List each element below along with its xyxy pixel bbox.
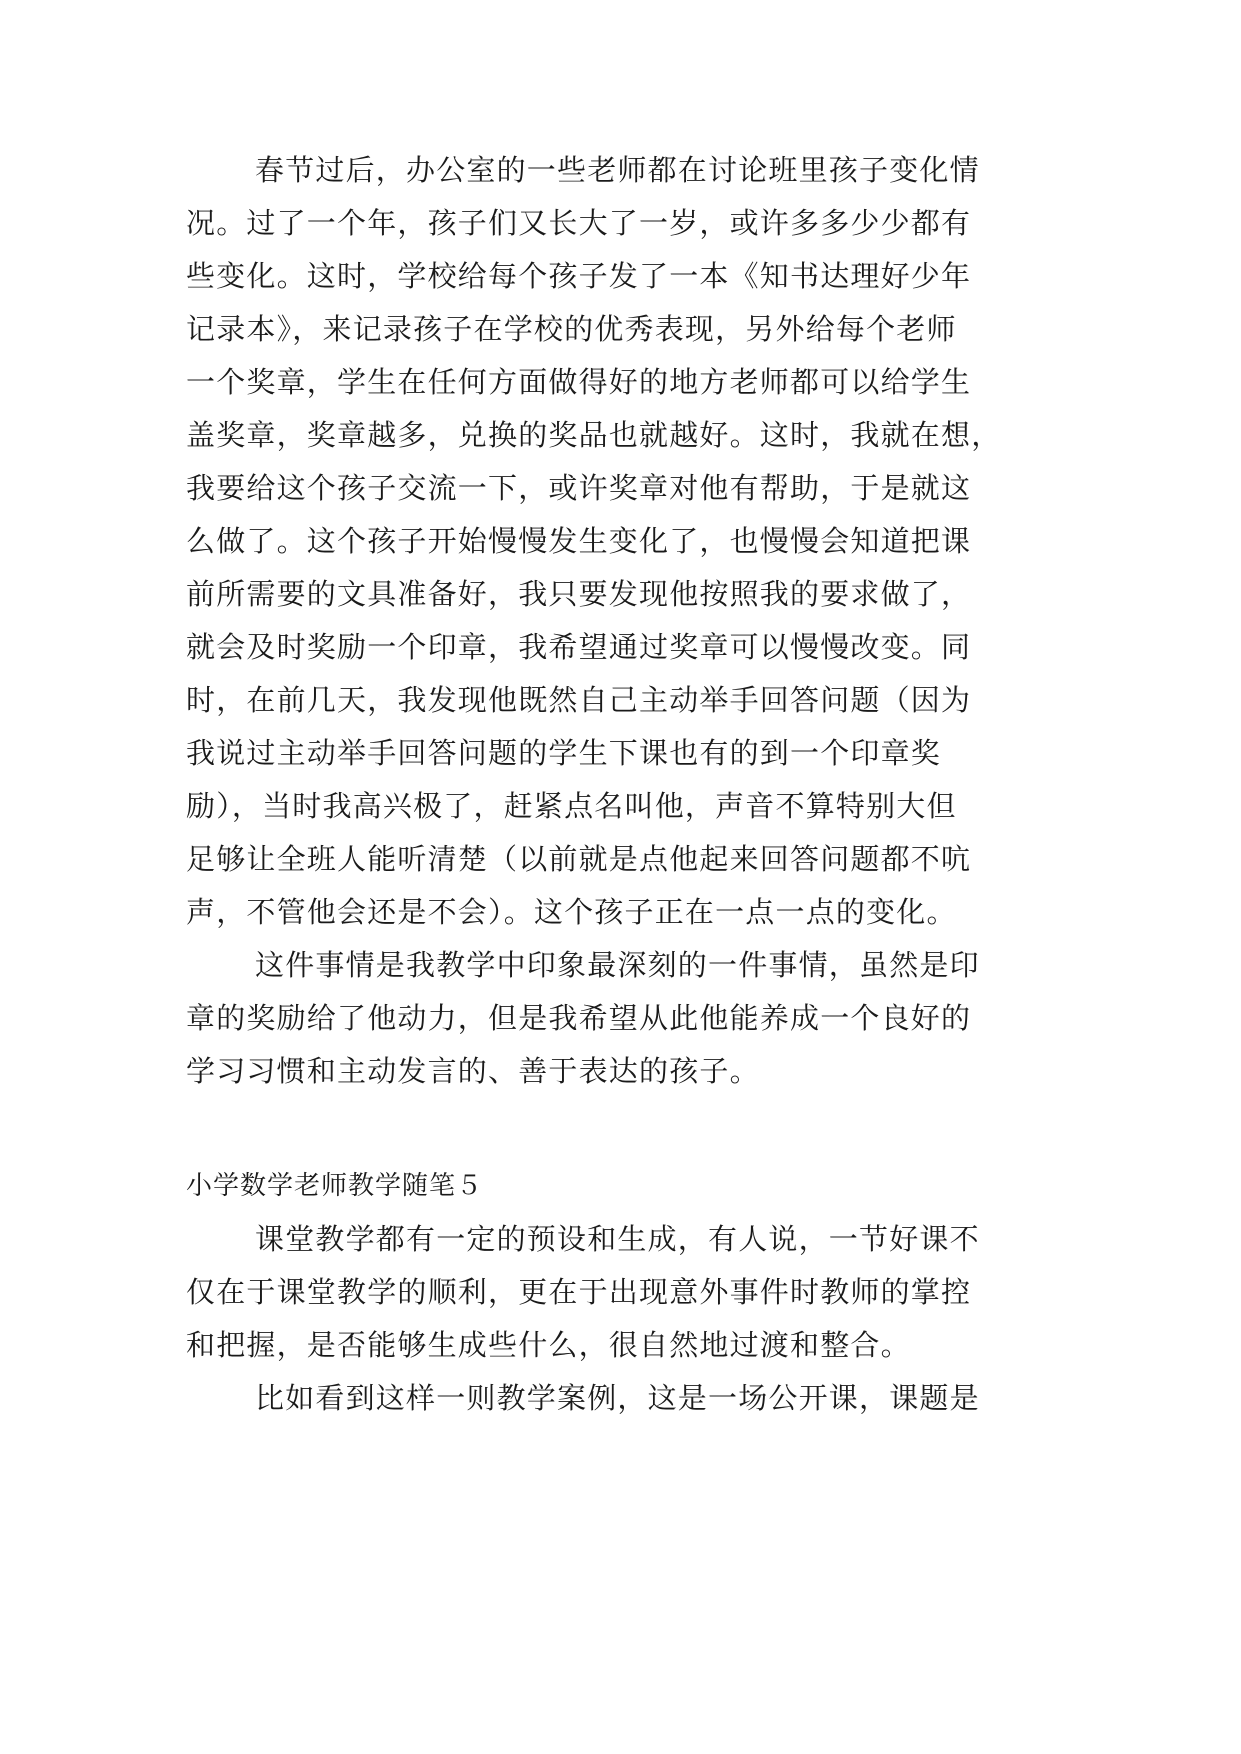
paragraph-2-line-1: 这件事情是我教学中印象最深刻的一件事情，虽然是印 [255, 948, 980, 982]
paragraph-2-line-3: 学习习惯和主动发言的、善于表达的孩子。 [186, 1054, 760, 1088]
section-heading: 小学数学老师教学随笔５ [186, 1171, 484, 1201]
paragraph-1-line-5: 一个奖章，学生在任何方面做得好的地方老师都可以给学生 [186, 365, 972, 399]
paragraph-3-line-3: 和把握，是否能够生成些什么，很自然地过渡和整合。 [186, 1328, 911, 1362]
paragraph-1-line-2: 况。过了一个年，孩子们又长大了一岁，或许多多少少都有 [186, 206, 972, 240]
paragraph-1-line-9: 前所需要的文具准备好，我只要发现他按照我的要求做了， [186, 577, 972, 611]
paragraph-1-line-13: 励），当时我高兴极了，赶紧点名叫他，声音不算特别大但 [186, 789, 957, 823]
paragraph-1-line-1: 春节过后，办公室的一些老师都在讨论班里孩子变化情 [255, 153, 980, 187]
paragraph-1-line-6: 盖奖章，奖章越多，兑换的奖品也就越好。这时，我就在想， [186, 418, 1002, 452]
paragraph-1-line-7: 我要给这个孩子交流一下，或许奖章对他有帮助，于是就这 [186, 471, 972, 505]
paragraph-4-line-1: 比如看到这样一则教学案例，这是一场公开课，课题是 [255, 1381, 980, 1415]
paragraph-2-line-2: 章的奖励给了他动力，但是我希望从此他能养成一个良好的 [186, 1001, 972, 1035]
paragraph-1-line-15: 声，不管他会还是不会）。这个孩子正在一点一点的变化。 [186, 895, 957, 929]
paragraph-1-line-8: 么做了。这个孩子开始慢慢发生变化了，也慢慢会知道把课 [186, 524, 972, 558]
paragraph-1-line-14: 足够让全班人能听清楚（以前就是点他起来回答问题都不吭 [186, 842, 972, 876]
paragraph-3-line-2: 仅在于课堂教学的顺利，更在于出现意外事件时教师的掌控 [186, 1275, 972, 1309]
paragraph-1-line-11: 时，在前几天，我发现他既然自己主动举手回答问题（因为 [186, 683, 972, 717]
paragraph-1-line-10: 就会及时奖励一个印章，我希望通过奖章可以慢慢改变。同 [186, 630, 972, 664]
paragraph-1-line-4: 记录本》，来记录孩子在学校的优秀表现，另外给每个老师 [186, 312, 957, 346]
paragraph-3-line-1: 课堂教学都有一定的预设和生成，有人说，一节好课不 [255, 1222, 980, 1256]
paragraph-1-line-12: 我说过主动举手回答问题的学生下课也有的到一个印章奖 [186, 736, 942, 770]
paragraph-1-line-3: 些变化。这时，学校给每个孩子发了一本《知书达理好少年 [186, 259, 972, 293]
